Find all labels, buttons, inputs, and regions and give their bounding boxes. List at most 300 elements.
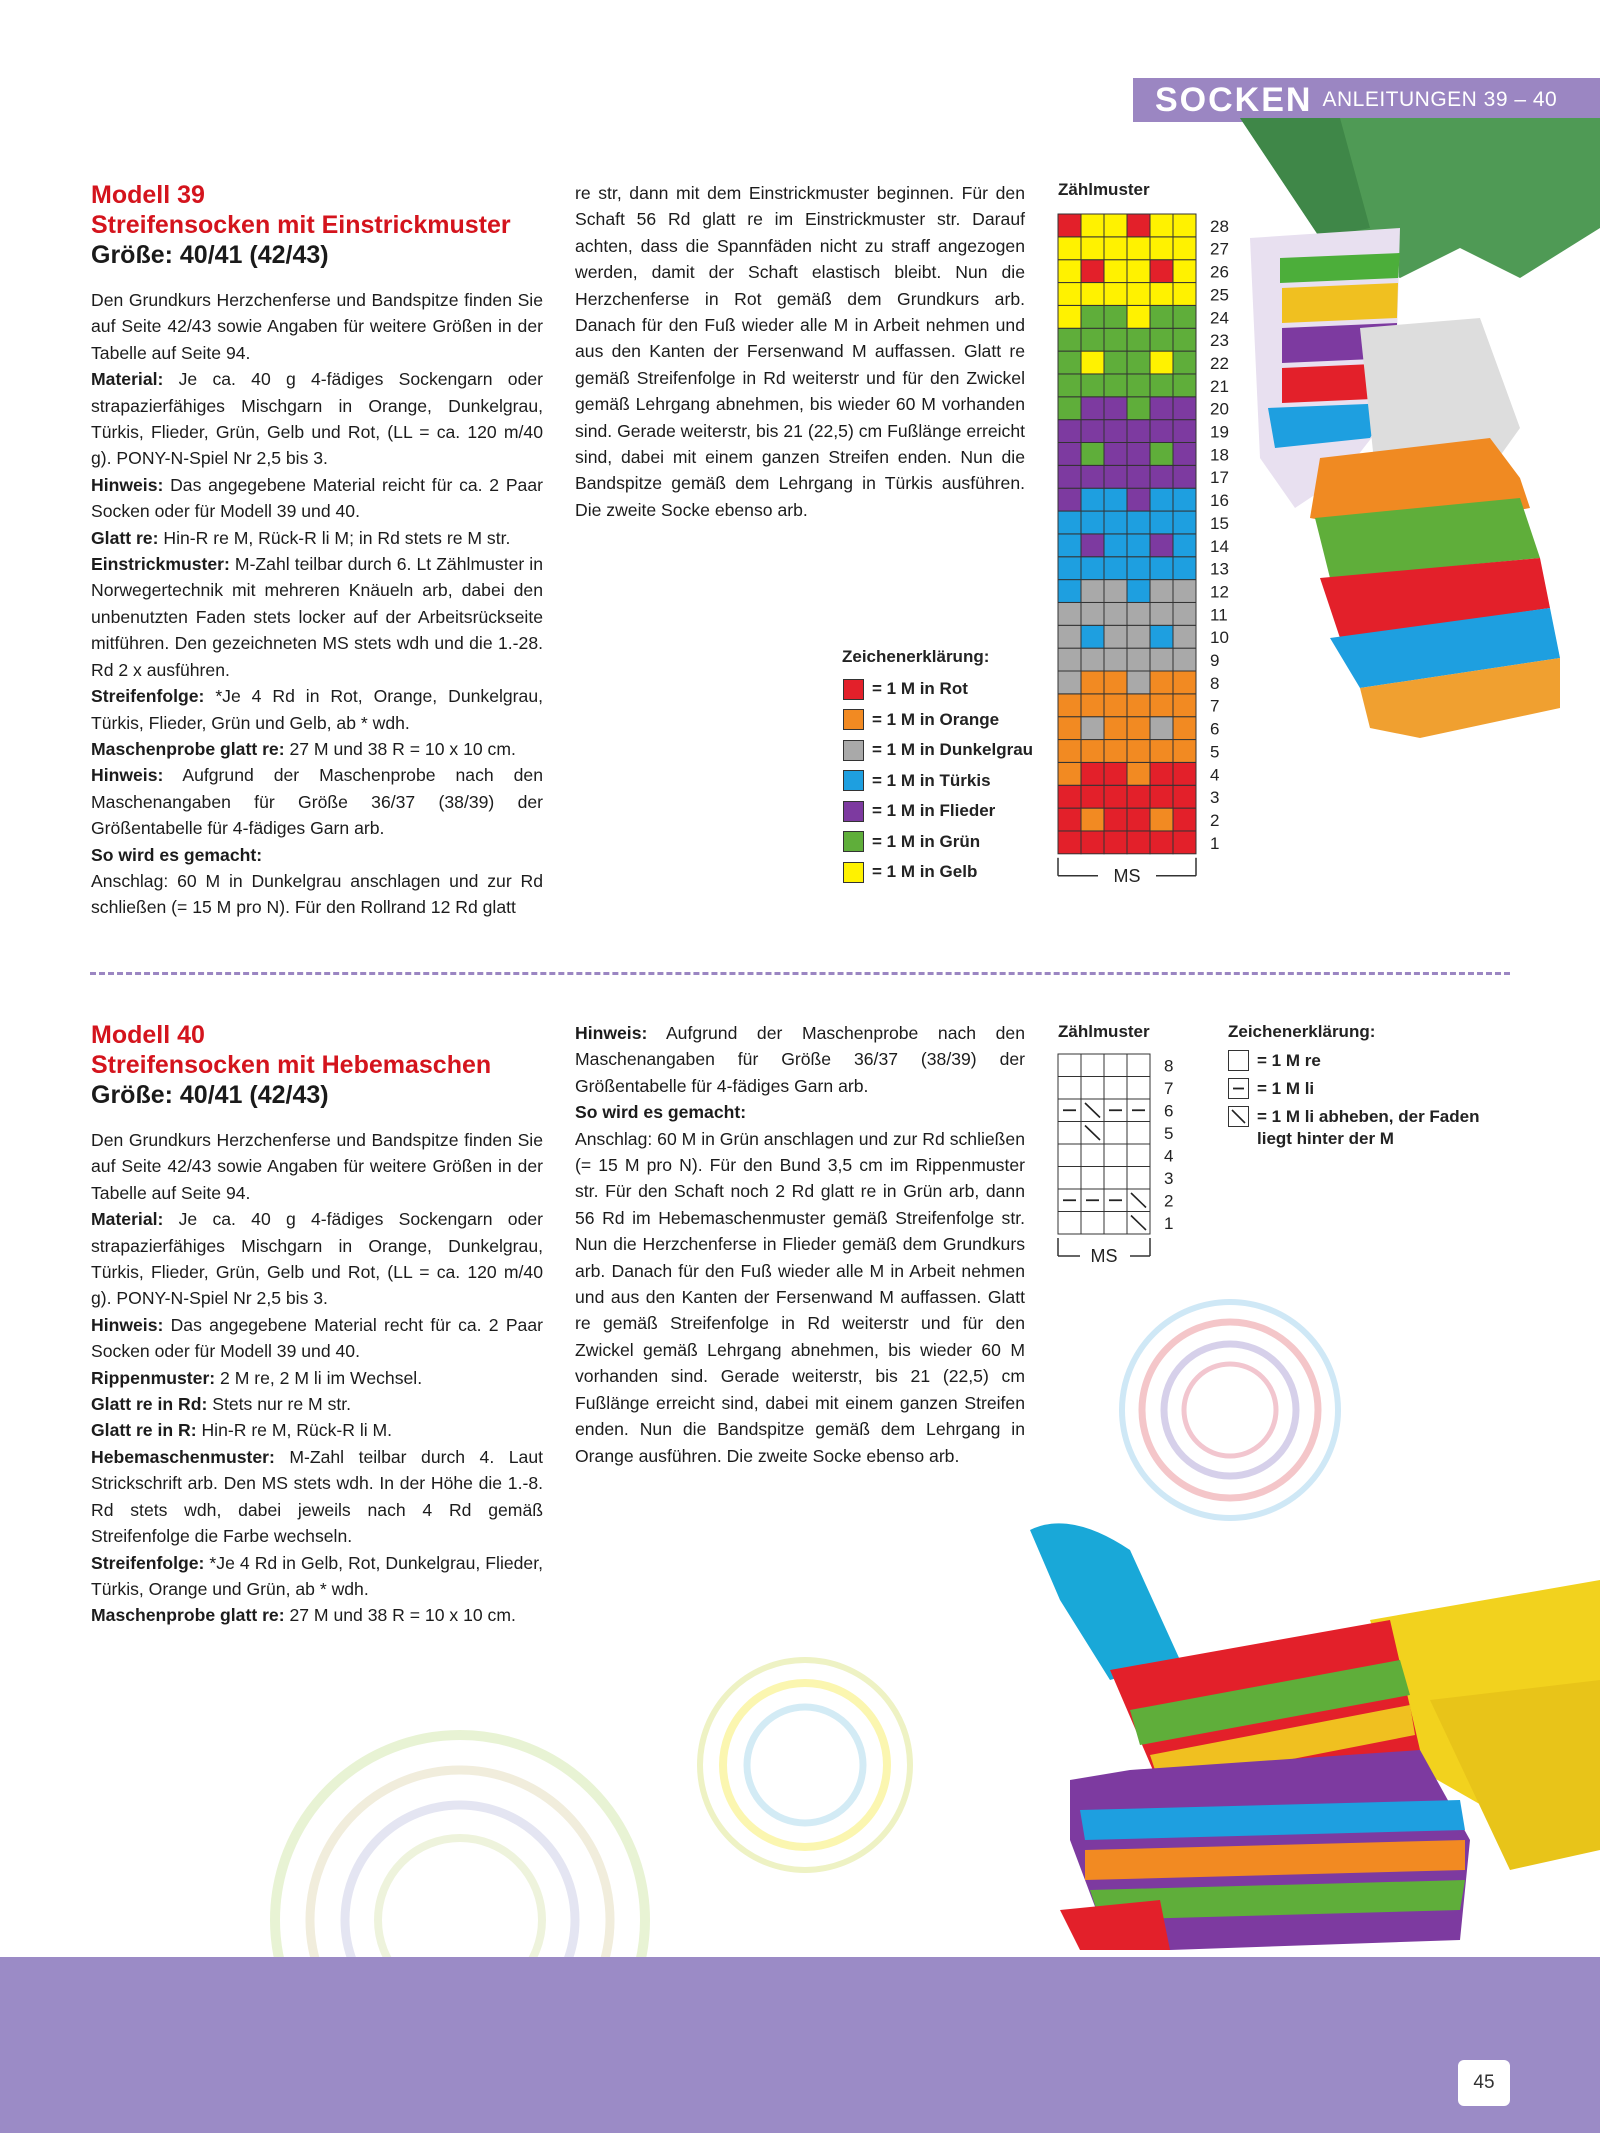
model40-paragraph-text: Den Grundkurs Herzchenferse und Bandspitze finden Sie auf Seite 42/43 sowie Angaben für weitere Größen in der Tabelle auf Seite 94. (91, 1130, 543, 1203)
model39-column-2 (575, 180, 1025, 523)
chart39-cell (1058, 420, 1081, 443)
model39-paragraph (91, 842, 543, 868)
chart39-cell (1150, 557, 1173, 580)
chart39-cell (1081, 671, 1104, 694)
chart39-cell (1150, 374, 1173, 397)
chart39-cell (1058, 283, 1081, 306)
chart39-cell (1173, 351, 1196, 374)
model39-paragraph-text: M-Zahl teilbar durch 6. Lt Zählmuster in Norwegertechnik mit mehreren Knäueln arb, dabei den unbenutzten Faden stets locker auf der Arbeitsrückseite mitführen. Den gezeichneten MS stets wdh und die 1.-28. Rd 2 x ausführen. (91, 554, 543, 680)
chart40-row-number: 3 (1164, 1169, 1174, 1188)
chart39-cell (1081, 374, 1104, 397)
model40-paragraph (91, 1602, 543, 1628)
chart39-row-number: 26 (1210, 262, 1229, 282)
chart39-cell (1150, 397, 1173, 420)
chart40-cell (1058, 1122, 1081, 1145)
chart39-cell (1058, 465, 1081, 488)
legend40-label: = 1 M li (1257, 1079, 1315, 1098)
chart39-cell (1104, 420, 1127, 443)
chart39-cell (1150, 625, 1173, 648)
chart40-cell (1127, 1077, 1150, 1100)
chart40-cell (1058, 1167, 1081, 1190)
chart39-row-number: 18 (1210, 445, 1229, 465)
model40-paragraph (91, 1127, 543, 1206)
chart39-cell (1058, 351, 1081, 374)
model40-paragraph-text: Je ca. 40 g 4-fädiges Sockengarn oder strapazierfähiges Mischgarn in Orange, Dunkelgrau, Türkis, Flieder, Grün, Gelb und Rot, (LL = ca. 120 m/40 g). PONY-N-Spiel Nr 2,5 bis 3. (91, 1209, 543, 1309)
chart39-cell (1127, 305, 1150, 328)
model39-paragraph (91, 736, 543, 762)
legend39-item (843, 827, 1063, 858)
chart39-cell (1150, 534, 1173, 557)
chart39-cell (1104, 762, 1127, 785)
model40-size: Größe: 40/41 (42/43) (91, 1081, 329, 1109)
chart39-cell (1173, 740, 1196, 763)
chart39-row-number: 27 (1210, 239, 1229, 259)
chart39-row-number: 17 (1210, 468, 1229, 488)
chart39-grid (1050, 208, 1250, 888)
model40-paragraph-label: Glatt re in R: (91, 1420, 197, 1441)
chart39-cell (1173, 237, 1196, 260)
chart39-cell (1127, 283, 1150, 306)
chart39-cell (1127, 260, 1150, 283)
chart39-cell (1173, 671, 1196, 694)
model39-column-1 (91, 287, 543, 921)
model40-paragraph-text: 27 M und 38 R = 10 x 10 cm. (284, 1605, 516, 1626)
model40-paragraph (91, 1550, 543, 1603)
chart39-cell (1173, 511, 1196, 534)
chart39-cell (1081, 694, 1104, 717)
chart39-cell (1104, 557, 1127, 580)
socks-photo-bottom (990, 1510, 1600, 1960)
chart39-cell (1081, 602, 1104, 625)
chart39-cell (1173, 557, 1196, 580)
chart39-cell (1173, 374, 1196, 397)
chart39-cell (1127, 465, 1150, 488)
chart39-cell (1081, 305, 1104, 328)
chart39-cell (1150, 465, 1173, 488)
section-title: SOCKEN (1155, 80, 1313, 119)
model40-paragraph-label: Rippenmuster: (91, 1367, 216, 1388)
chart39-cell (1058, 260, 1081, 283)
socks-photo-top (1220, 78, 1600, 778)
chart39-cell (1081, 740, 1104, 763)
chart40-cell (1081, 1167, 1104, 1190)
model39-paragraph (91, 287, 543, 366)
model39-paragraph-text: *Je 4 Rd in Rot, Orange, Dunkelgrau, Türkis, Flieder, Grün und Gelb, ab * wdh. (91, 686, 543, 733)
chart40-grid (1050, 1050, 1200, 1280)
chart40-cell (1127, 1054, 1150, 1077)
chart39-cell (1127, 580, 1150, 603)
chart39-cell (1173, 260, 1196, 283)
model40-col2-paragraph (575, 1126, 1025, 1469)
model39-paragraph-text: 27 M und 38 R = 10 x 10 cm. (284, 738, 516, 759)
chart40-cell (1058, 1144, 1081, 1167)
chart39-cell (1058, 534, 1081, 557)
chart39-cell (1150, 580, 1173, 603)
chart39-cell (1127, 671, 1150, 694)
chart39-cell (1127, 328, 1150, 351)
chart39-cell (1173, 694, 1196, 717)
chart39-cell (1150, 237, 1173, 260)
slash-symbol-icon (1228, 1106, 1249, 1127)
chart39-cell (1104, 443, 1127, 466)
chart39-row-number: 12 (1210, 582, 1229, 602)
legend39-label: = 1 M in Orange (872, 709, 1000, 729)
chart39-cell (1150, 602, 1173, 625)
legend39-item (843, 857, 1063, 888)
model40-col2-paragraph-label: So wird es gemacht: (575, 1102, 747, 1123)
chart39-cell (1127, 762, 1150, 785)
chart39-cell (1173, 648, 1196, 671)
model40-paragraph-label: Hinweis: (91, 1314, 164, 1335)
chart39-row-number: 13 (1210, 559, 1229, 579)
chart39-cell (1104, 580, 1127, 603)
chart39-cell (1081, 511, 1104, 534)
chart39-row-number: 2 (1210, 810, 1220, 830)
model39-paragraph-text: Das angegebene Material reicht für ca. 2 Paar Socken oder für Modell 39 und 40. (91, 474, 543, 522)
chart40-cell (1127, 1122, 1150, 1145)
chart39-cell (1173, 465, 1196, 488)
chart39-cell (1104, 671, 1127, 694)
chart39-cell (1081, 580, 1104, 603)
model39-paragraph-label: Hinweis: (91, 765, 164, 786)
chart39-cell (1150, 717, 1173, 740)
chart39-row-number: 6 (1210, 719, 1220, 739)
model40-heading (91, 1020, 571, 1110)
chart39-cell (1081, 397, 1104, 420)
legend39-label: = 1 M in Rot (872, 679, 968, 699)
chart39-cell (1058, 511, 1081, 534)
chart40-cell (1058, 1077, 1081, 1100)
model40-paragraph (91, 1444, 543, 1550)
chart39-cell (1127, 237, 1150, 260)
chart39-row-number: 20 (1210, 399, 1229, 419)
color-swatch (843, 862, 864, 883)
model39-name: Streifensocken mit Einstrickmuster (91, 211, 511, 239)
chart39-cell (1150, 740, 1173, 763)
chart39-cell (1173, 762, 1196, 785)
legend40-item (1228, 1078, 1528, 1100)
model40-col2-paragraph-text: Aufgrund der Maschenprobe nach den Maschenangaben für Größe 36/37 (38/39) der Größentabelle für 4-fädiges Garn arb. (575, 1023, 1025, 1096)
chart39-cell (1127, 717, 1150, 740)
legend39-item (843, 735, 1063, 766)
legend40 (1228, 1050, 1528, 1156)
chart39-row-number: 4 (1210, 765, 1220, 785)
chart39-cell (1081, 465, 1104, 488)
chart39-cell (1173, 420, 1196, 443)
model40-paragraph-text: M-Zahl teilbar durch 4. Laut Strickschrift arb. Den MS stets wdh. In der Höhe die 1.-8. Rd stets wdh, dabei jeweils nach 4 Rd gemäß Streifenfolge die Farbe wechseln. (91, 1446, 543, 1547)
model40-paragraph-text: Das angegebene Material recht für ca. 2 Paar Socken oder für Modell 39 und 40. (91, 1314, 543, 1362)
model39-paragraph-label: Hinweis: (91, 474, 164, 495)
chart40-cell (1104, 1167, 1127, 1190)
model39-paragraph (91, 762, 543, 841)
chart40-cell (1081, 1077, 1104, 1100)
color-swatch (843, 770, 864, 791)
chart39-cell (1150, 488, 1173, 511)
chart39-cell (1058, 397, 1081, 420)
model40-col2-paragraph (575, 1099, 1025, 1125)
chart40-row-number: 8 (1164, 1056, 1174, 1076)
chart39-cell (1150, 671, 1173, 694)
chart39-cell (1104, 602, 1127, 625)
legend39-item (843, 766, 1063, 797)
legend39 (843, 674, 1063, 888)
chart39-cell (1150, 443, 1173, 466)
chart39-cell (1058, 214, 1081, 237)
chart39-cell (1104, 694, 1127, 717)
chart39-cell (1173, 625, 1196, 648)
legend39-item (843, 705, 1063, 736)
chart40-ms-label: MS (1090, 1246, 1118, 1266)
chart39-cell (1104, 717, 1127, 740)
model39-number: Modell 39 (91, 181, 205, 209)
chart39-cell (1104, 260, 1127, 283)
chart39-row-number: 7 (1210, 696, 1220, 716)
legend40-title: Zeichenerklärung: (1228, 1022, 1376, 1041)
legend40-label: = 1 M re (1257, 1051, 1321, 1070)
chart40-row-number: 1 (1164, 1214, 1174, 1233)
model39-size: Größe: 40/41 (42/43) (91, 241, 329, 269)
model40-paragraph-label: Material: (91, 1209, 164, 1230)
chart39-row-number: 19 (1210, 422, 1229, 442)
model39-paragraph (91, 868, 543, 921)
model40-number: Modell 40 (91, 1021, 205, 1049)
chart39-cell (1150, 808, 1173, 831)
chart39-cell (1150, 420, 1173, 443)
chart39-cell (1104, 831, 1127, 854)
chart39-cell (1173, 328, 1196, 351)
chart39-cell (1081, 260, 1104, 283)
chart39-cell (1104, 351, 1127, 374)
model40-paragraph (91, 1312, 543, 1365)
chart39-cell (1150, 305, 1173, 328)
model39-paragraph (91, 551, 543, 683)
chart39-cell (1058, 580, 1081, 603)
legend40-label: = 1 M li abheben, der Faden liegt hinter der M (1257, 1107, 1480, 1148)
chart40-cell (1081, 1054, 1104, 1077)
chart39-cell (1081, 625, 1104, 648)
chart39-cell (1081, 488, 1104, 511)
chart39-cell (1127, 443, 1150, 466)
model39-paragraph (91, 525, 543, 551)
chart39-cell (1104, 488, 1127, 511)
chart39-row-number: 21 (1210, 376, 1229, 396)
legend39-item (843, 674, 1063, 705)
decorative-circles-middle (690, 1650, 920, 1880)
chart39-cell (1150, 214, 1173, 237)
chart39-cell (1127, 374, 1150, 397)
chart39-row-number: 23 (1210, 331, 1229, 351)
chart40-cell (1058, 1212, 1081, 1235)
chart39-cell (1150, 694, 1173, 717)
footer-band (0, 1957, 1600, 2133)
chart39-cell (1081, 831, 1104, 854)
chart39-cell (1081, 420, 1104, 443)
chart39-cell (1127, 351, 1150, 374)
chart39-cell (1081, 328, 1104, 351)
chart39-cell (1150, 351, 1173, 374)
model39-paragraph-label: Material: (91, 369, 164, 390)
chart39-cell (1127, 397, 1150, 420)
chart39-title: Zählmuster (1058, 180, 1150, 199)
chart39-cell (1081, 557, 1104, 580)
color-swatch (843, 740, 864, 761)
page-number: 45 (1458, 2060, 1510, 2106)
chart39-cell (1081, 443, 1104, 466)
model40-paragraph-label: Streifenfolge: (91, 1552, 205, 1573)
chart39-cell (1173, 397, 1196, 420)
model40-paragraph-label: Glatt re in Rd: (91, 1394, 208, 1415)
chart39-cell (1104, 785, 1127, 808)
chart39-cell (1081, 534, 1104, 557)
legend40-item (1228, 1106, 1528, 1150)
chart39-cell (1104, 534, 1127, 557)
chart39-cell (1104, 511, 1127, 534)
chart39-row-number: 24 (1210, 308, 1229, 328)
chart39-cell (1104, 237, 1127, 260)
chart39-cell (1127, 420, 1150, 443)
chart39-cell (1127, 488, 1150, 511)
chart39-cell (1127, 534, 1150, 557)
chart39-cell (1058, 237, 1081, 260)
section-divider (90, 972, 1510, 975)
chart39-cell (1173, 602, 1196, 625)
chart39-cell (1150, 785, 1173, 808)
chart40-cell (1058, 1054, 1081, 1077)
chart39-cell (1173, 283, 1196, 306)
chart39-cell (1058, 625, 1081, 648)
chart40-cell (1104, 1212, 1127, 1235)
chart39-cell (1127, 648, 1150, 671)
chart39-cell (1150, 328, 1173, 351)
chart39-cell (1058, 305, 1081, 328)
model40-name: Streifensocken mit Hebemaschen (91, 1051, 492, 1079)
chart39-cell (1173, 488, 1196, 511)
model40-column-1 (91, 1127, 543, 1629)
legend39-label: = 1 M in Türkis (872, 770, 991, 790)
chart39-cell (1173, 534, 1196, 557)
chart39-cell (1081, 237, 1104, 260)
chart39-cell (1127, 557, 1150, 580)
model39-paragraph-label: So wird es gemacht: (91, 844, 263, 865)
chart40-cell (1127, 1167, 1150, 1190)
chart40-cell (1081, 1212, 1104, 1235)
legend39-label: = 1 M in Grün (872, 831, 981, 851)
chart40-row-number: 2 (1164, 1191, 1174, 1211)
chart40-cell (1127, 1144, 1150, 1167)
model39-paragraph-label: Einstrickmuster: (91, 554, 230, 575)
model40-paragraph-text: 2 M re, 2 M li im Wechsel. (215, 1367, 423, 1388)
legend39-title: Zeichenerklärung: (842, 647, 990, 666)
chart39-cell (1127, 808, 1150, 831)
chart40-row-number: 7 (1164, 1079, 1174, 1098)
chart39-cell (1127, 625, 1150, 648)
model39-paragraph (91, 472, 543, 525)
chart39-cell (1104, 214, 1127, 237)
model39-paragraph (91, 683, 543, 736)
chart39-cell (1104, 465, 1127, 488)
chart39-cell (1104, 740, 1127, 763)
model40-paragraph (91, 1365, 543, 1391)
chart39-cell (1081, 648, 1104, 671)
model39-paragraph-label: Glatt re: (91, 527, 159, 548)
model39-heading (91, 180, 571, 270)
model40-col2-paragraph-text: Anschlag: 60 M in Grün anschlagen und zur Rd schließen (= 15 M pro N). Für den Bund 3,5 cm im Rippenmuster str. Für den Schaft noch 2 Rd glatt re in Grün arb, dann 56 Rd im Hebemaschenmuster gemäß Streifenfolge str. Nun die Herzchenferse in Flieder gemäß dem Grundkurs arb. Danach für den Fuß wieder alle M in Arbeit nehmen und aus den Kanten der Fersenwand M auffassen. Glatt re gemäß Streifenfolge in Rd weiterstr und für den Zwickel gemäß Lehrgang abnehmen, bis wieder 60 M vorhanden sind. Gerade weiterstr, bis 21 (22,5) cm Fußlänge erreicht sind, dabei mit einem ganzen Streifen enden. Nun die Bandspitze gemäß dem Lehrgang in Orange ausführen. Die zweite Socke ebenso arb. (575, 1128, 1025, 1466)
chart39-cell (1058, 443, 1081, 466)
chart39-cell (1150, 831, 1173, 854)
chart40-cell (1104, 1054, 1127, 1077)
model39-paragraph-label: Maschenprobe glatt re: (91, 738, 285, 759)
chart39-row-number: 22 (1210, 353, 1229, 373)
chart40-cell (1081, 1144, 1104, 1167)
chart39-row-number: 5 (1210, 742, 1220, 762)
chart39-cell (1104, 328, 1127, 351)
chart39-cell (1104, 374, 1127, 397)
legend39-label: = 1 M in Flieder (872, 801, 996, 821)
chart39-cell (1150, 260, 1173, 283)
model40-paragraph-text: Stets nur re M str. (207, 1394, 352, 1415)
chart40-row-number: 5 (1164, 1124, 1174, 1143)
model39-paragraph-text: Aufgrund der Maschenprobe nach den Maschenangaben für Größe 36/37 (38/39) der Größentabelle für 4-fädiges Garn arb. (91, 765, 543, 839)
model40-paragraph-text: *Je 4 Rd in Gelb, Rot, Dunkelgrau, Flieder, Türkis, Orange und Grün, ab * wdh. (91, 1552, 543, 1599)
model40-paragraph-label: Maschenprobe glatt re: (91, 1605, 285, 1626)
color-swatch (843, 709, 864, 730)
legend39-label: = 1 M in Dunkelgrau (872, 740, 1034, 760)
chart39-cell (1081, 762, 1104, 785)
chart39-cell (1058, 557, 1081, 580)
empty-symbol-icon (1228, 1050, 1249, 1071)
chart39-cell (1150, 511, 1173, 534)
model39-paragraph-label: Streifenfolge: (91, 686, 205, 707)
chart39-cell (1058, 602, 1081, 625)
chart39-row-number: 14 (1210, 536, 1229, 556)
decorative-circles-right (1110, 1290, 1350, 1530)
chart39-cell (1127, 214, 1150, 237)
chart40-row-number: 6 (1164, 1101, 1174, 1121)
legend39-item (843, 796, 1063, 827)
chart39-cell (1104, 625, 1127, 648)
model39-instructions: re str, dann mit dem Einstrickmuster beginnen. Für den Schaft 56 Rd glatt re im Einstrickmuster str. Darauf achten, dass die Spannfäden nicht zu straff angezogen werden, damit der Schaft elastisch bleibt. Nun die Herzchenferse in Rot gemäß dem Grundkurs arb. Danach für den Fuß wieder alle M in Arbeit nehmen und aus den Kanten der Fersenwand M auffassen. Glatt re gemäß Streifenfolge in Rd weiterstr und für den Zwickel gemäß Lehrgang abnehmen, bis wieder 60 M vorhanden sind. Gerade weiterstr, bis 21 (22,5) cm Fußlänge erreicht sind, dabei mit einem ganzen Streifen enden. Nun die Bandspitze gemäß dem Lehrgang in Türkis ausführen. Die zweite Socke ebenso arb. (575, 183, 1025, 520)
model40-paragraph (91, 1417, 543, 1443)
model39-paragraph (91, 366, 543, 472)
chart39-cell (1104, 808, 1127, 831)
model40-paragraph-label: Hebemaschenmuster: (91, 1446, 275, 1467)
chart39-cell (1173, 305, 1196, 328)
chart39-cell (1173, 831, 1196, 854)
chart40-title: Zählmuster (1058, 1022, 1150, 1041)
chart39-cell (1173, 717, 1196, 740)
chart39-cell (1150, 762, 1173, 785)
chart40-cell (1104, 1077, 1127, 1100)
chart39-cell (1104, 397, 1127, 420)
model40-paragraph (91, 1206, 543, 1312)
chart39-cell (1127, 694, 1150, 717)
model40-col2-paragraph (575, 1020, 1025, 1099)
chart39-cell (1081, 717, 1104, 740)
chart39-cell (1081, 785, 1104, 808)
chart39-cell (1127, 511, 1150, 534)
chart39-cell (1150, 283, 1173, 306)
chart39-row-number: 25 (1210, 285, 1229, 305)
chart40-row-number: 4 (1164, 1146, 1174, 1166)
chart39-ms-label: MS (1113, 865, 1141, 886)
chart39-cell (1173, 785, 1196, 808)
chart39-cell (1150, 648, 1173, 671)
color-swatch (843, 679, 864, 700)
chart39-row-number: 9 (1210, 651, 1220, 670)
model40-paragraph (91, 1391, 543, 1417)
chart40-cell (1104, 1122, 1127, 1145)
chart39-cell (1173, 214, 1196, 237)
